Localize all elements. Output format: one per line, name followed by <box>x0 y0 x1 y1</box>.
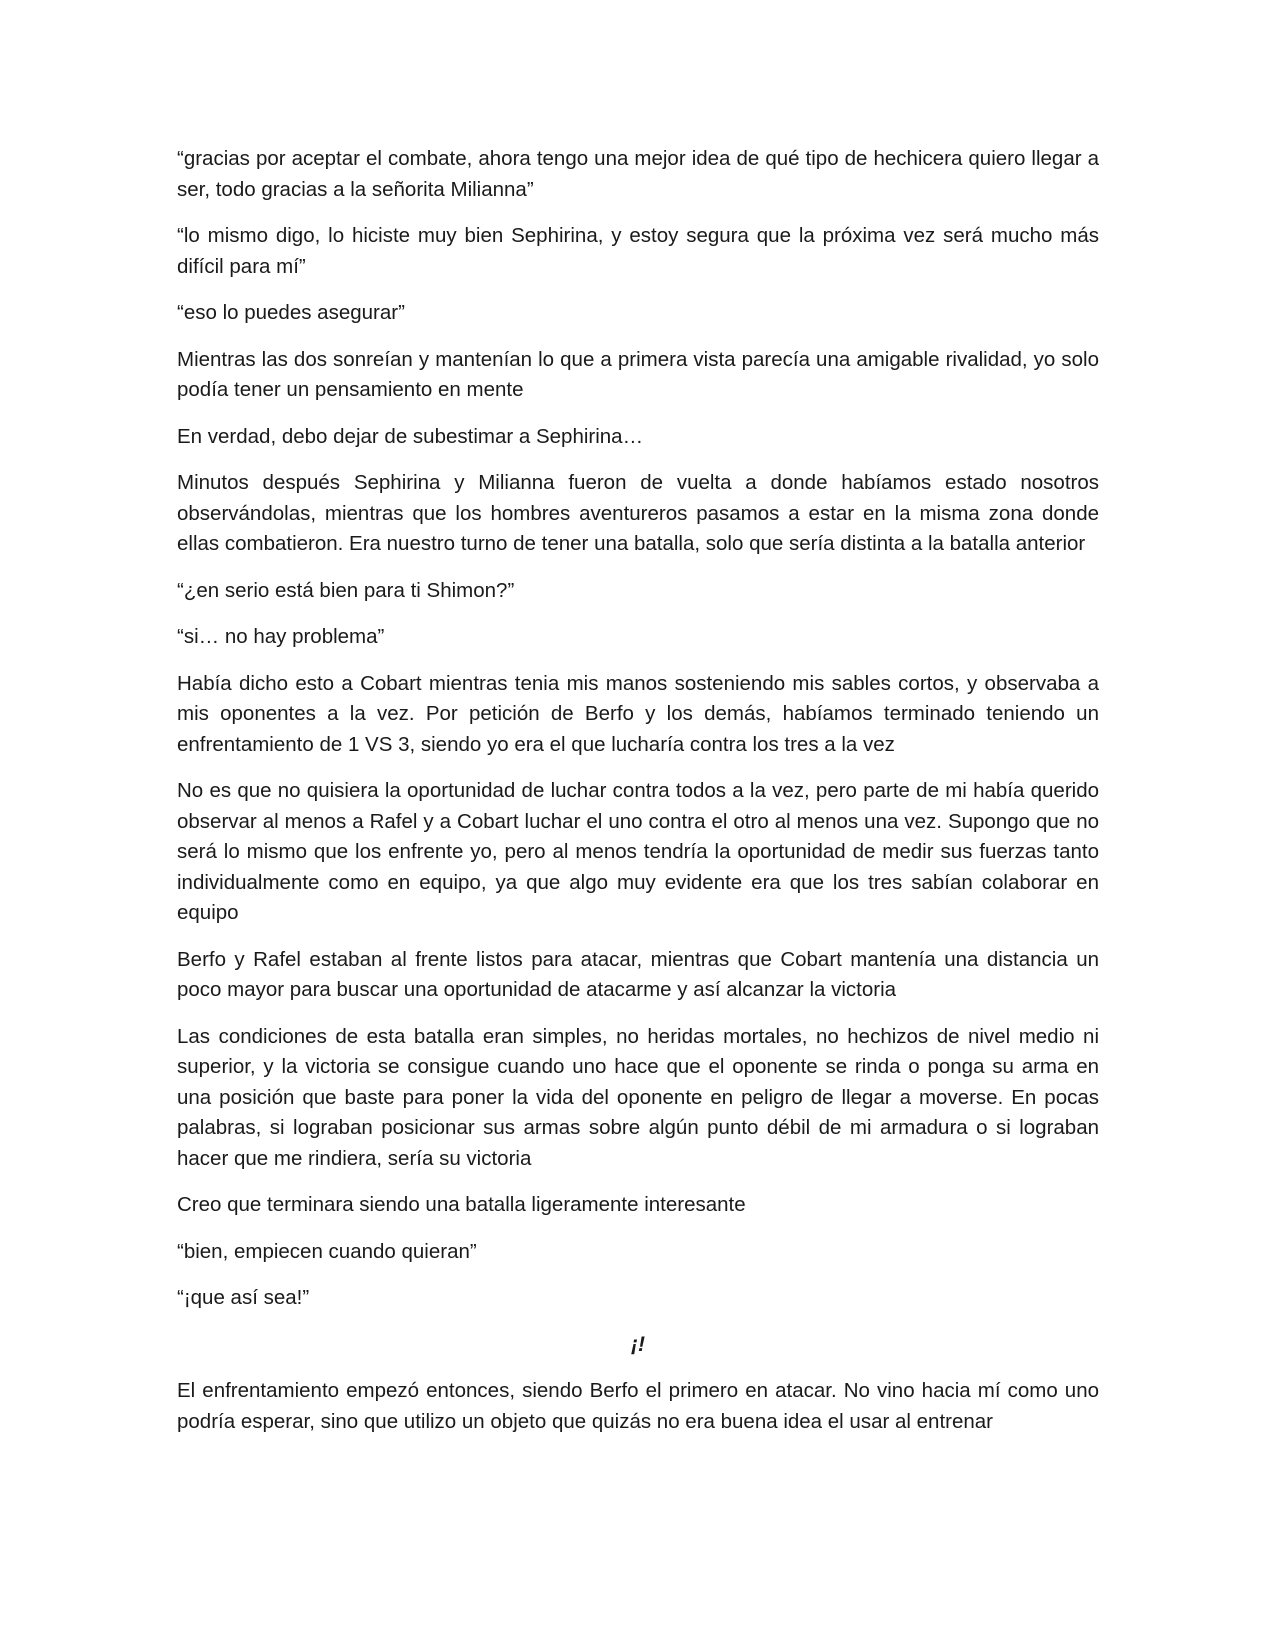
paragraph: Berfo y Rafel estaban al frente listos para atacar, mientras que Cobart mantenía una distancia un poco mayor para buscar una oportunidad de atacarme y así alcanzar la victoria <box>177 947 1099 1001</box>
paragraph: No es que no quisiera la oportunidad de luchar contra todos a la vez, pero parte de mi había querido observar al menos a Rafel y a Cobart luchar el uno contra el otro al menos una vez. Supongo que no será lo mismo que los enfrente yo, pero al menos tendría la oportunidad de medir sus fuerzas tanto individualmente como en equipo, ya que algo muy evidente era que los tres sabían colaborar en equipo <box>177 779 1099 924</box>
paragraph: El enfrentamiento empezó entonces, siendo Berfo el primero en atacar. No vino hacia mí como uno podría esperar, sino que utilizo un objeto que quizás no era buena idea el usar al entrenar <box>177 1379 1099 1433</box>
paragraph: Creo que terminara siendo una batalla ligeramente interesante <box>177 1193 746 1216</box>
scene-separator: ¡! <box>631 1332 645 1356</box>
paragraph: “lo mismo digo, lo hiciste muy bien Sephirina, y estoy segura que la próxima vez será mucho más difícil para mí” <box>177 224 1099 278</box>
paragraph: Había dicho esto a Cobart mientras tenia mis manos sosteniendo mis sables cortos, y observaba a mis oponentes a la vez. Por petición de Berfo y los demás, habíamos terminado teniendo un enfrentamiento de 1 VS 3, siendo yo era el que lucharía contra los tres a la vez <box>177 671 1099 756</box>
paragraph: “eso lo puedes asegurar” <box>177 301 405 324</box>
paragraph: Mientras las dos sonreían y mantenían lo que a primera vista parecía una amigable rivalidad, yo solo podía tener un pensamiento en mente <box>177 347 1099 401</box>
paragraph: En verdad, debo dejar de subestimar a Sephirina… <box>177 424 644 448</box>
document-page <box>177 144 1099 1453</box>
paragraph: “gracias por aceptar el combate, ahora tengo una mejor idea de qué tipo de hechicera quiero llegar a ser, todo gracias a la señorita Milianna” <box>177 147 1099 201</box>
paragraph: “bien, empiecen cuando quieran” <box>177 1239 477 1263</box>
paragraph: Minutos después Sephirina y Milianna fueron de vuelta a donde habíamos estado nosotros observándolas, mientras que los hombres aventureros pasamos a estar en la misma zona donde ellas combatieron. Era nuestro turno de tener una batalla, solo que sería distinta a la batalla anterior <box>177 471 1099 555</box>
paragraph: “si… no hay problema” <box>177 625 385 648</box>
paragraph: Las condiciones de esta batalla eran simples, no heridas mortales, no hechizos de nivel medio ni superior, y la victoria se consigue cuando uno hace que el oponente se rinda o ponga su arma en una posición que baste para poner la vida del oponente en peligro de llegar a moverse. En pocas palabras, si lograban posicionar sus armas sobre algún punto débil de mi armadura o si lograban hacer que me rindiera, sería su victoria <box>177 1024 1099 1170</box>
paragraph: “¡que así sea!” <box>177 1286 310 1309</box>
paragraph: “¿en serio está bien para ti Shimon?” <box>177 578 515 602</box>
